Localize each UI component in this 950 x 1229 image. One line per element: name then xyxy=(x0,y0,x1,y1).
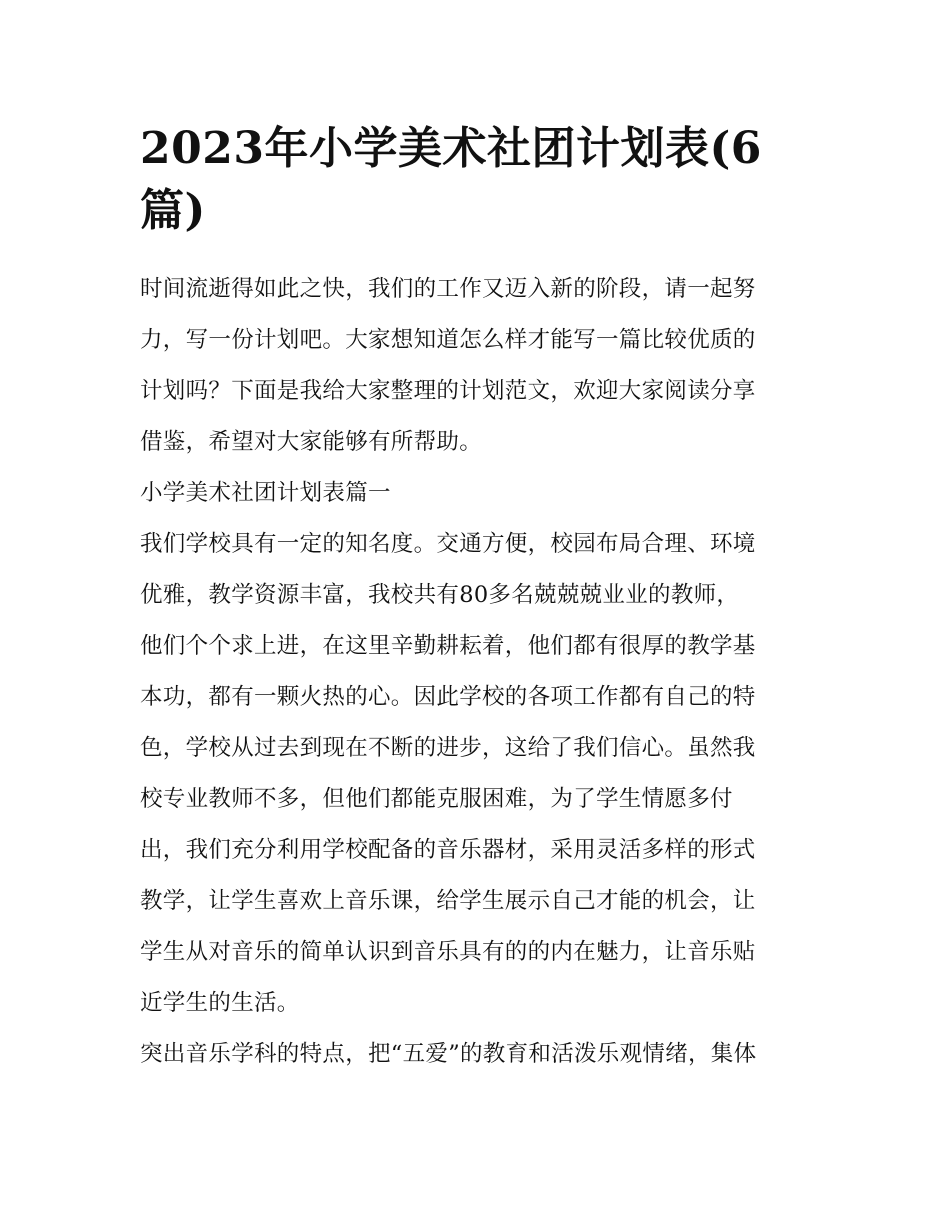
intro-line: 力，写一份计划吧。大家想知道怎么样才能写一篇比较优质的 xyxy=(140,327,756,353)
paragraph-1 xyxy=(140,519,812,1029)
paragraph-2 xyxy=(140,1029,812,1080)
paragraph-line: 本功，都有一颗火热的心。因此学校的各项工作都有自己的特 xyxy=(140,684,756,710)
title-line-1: 2023年小学美术社团计划表(6 xyxy=(140,123,762,174)
paragraph-line: 优雅，教学资源丰富，我校共有80多名兢兢兢业业的教师， xyxy=(140,582,740,608)
paragraph-line: 我们学校具有一定的知名度。交通方便，校园布局合理、环境 xyxy=(140,531,756,557)
paragraph-line: 学生从对音乐的简单认识到音乐具有的的内在魅力，让音乐贴 xyxy=(140,939,756,965)
paragraph-line: 出，我们充分利用学校配备的音乐器材，采用灵活多样的形式 xyxy=(140,837,756,863)
document-title xyxy=(140,118,812,242)
title-line-2: 篇) xyxy=(140,185,206,236)
paragraph-line: 近学生的生活。 xyxy=(140,990,300,1016)
paragraph-line: 教学，让学生喜欢上音乐课，给学生展示自己才能的机会，让 xyxy=(140,888,756,914)
paragraph-line: 色，学校从过去到现在不断的进步，这给了我们信心。虽然我 xyxy=(140,735,756,761)
intro-line: 时间流逝得如此之快，我们的工作又迈入新的阶段，请一起努 xyxy=(140,276,756,302)
intro-line: 计划吗？下面是我给大家整理的计划范文，欢迎大家阅读分享 xyxy=(140,378,756,404)
paragraph-line: 突出音乐学科的特点，把“五爱”的教育和活泼乐观情绪，集体 xyxy=(140,1041,757,1067)
intro-line: 借鉴，希望对大家能够有所帮助。 xyxy=(140,429,483,455)
document-page xyxy=(140,118,812,1080)
intro-paragraph xyxy=(140,264,812,468)
section-heading-text: 小学美术社团计划表篇一 xyxy=(140,480,391,506)
section-heading xyxy=(140,468,812,519)
paragraph-line: 他们个个求上进，在这里辛勤耕耘着，他们都有很厚的教学基 xyxy=(140,633,756,659)
paragraph-line: 校专业教师不多，但他们都能克服困难，为了学生情愿多付 xyxy=(140,786,733,812)
